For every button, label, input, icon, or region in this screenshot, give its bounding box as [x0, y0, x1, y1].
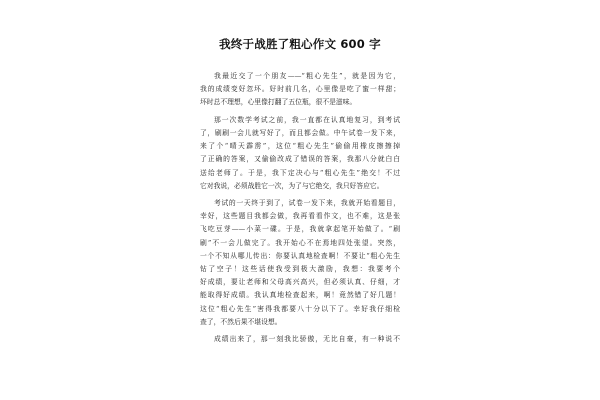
document-title: 我终于战胜了粗心作文 600 字 — [219, 37, 381, 51]
paragraph-line: 了正确的答案，又偷偷改成了错误的答案，我那八分就白白 — [200, 155, 400, 164]
paragraph-line: 一个不知从哪儿传出：你要认真地检查啊！不要让“粗心先生 — [200, 251, 400, 260]
paragraph-line: 好成绩，要让老师和父母高兴高兴，但必须认真、仔细，才 — [200, 278, 400, 287]
paragraph-line: 能取得好成绩。我认真地检查起来，啊！竟然错了好几题！ — [200, 291, 400, 300]
paragraph-line: 坏时总不理想，心里像打翻了五位瓶，很不是滋味。 — [200, 98, 357, 107]
paragraph-line: 这位“粗心先生”害得我都要八十分以下了。幸好我仔细检 — [200, 304, 400, 313]
paragraph-line: 了，刷刷一会儿就写好了，而且都会做。中午试卷一发下来， — [200, 128, 400, 137]
paragraph-line: 考试的一天终于到了，试卷一发下来，我就开始看题目， — [214, 199, 400, 208]
paragraph-line: 它对我说，必须战胜它一次，为了与它绝交，我只好答应它。 — [200, 181, 384, 190]
paragraph-line: 我的成绩变好忽坏。好时前几名，心里像是吃了蜜一样甜； — [200, 85, 400, 94]
paragraph-line: 来了个“晴天霹雳”，这位“粗心先生”偷偷用橡皮擦擦掉 — [200, 142, 400, 151]
document-body — [200, 70, 400, 346]
paragraph-line: 成绩出来了，那一刻我比骄傲，无比自豪，有一种说不 — [214, 335, 400, 344]
paragraph-line: 刷”不一会儿做完了。我开始心不在焉地四处张望。突然， — [200, 238, 400, 247]
paragraph-line: 我最近交了一个朋友——“粗心先生”，就是因为它， — [214, 72, 400, 80]
paragraph-line: 那一次数学考试之前，我一直都在认真地复习，到考试 — [214, 115, 400, 124]
paragraph-line: 幸好，这些题目我都会做，我再看看作文，也不难，这是张 — [200, 212, 400, 221]
paragraph-line: 飞吃豆芽——小菜一碟。于是，我就拿起笔开始做了。“刷 — [200, 225, 400, 234]
paragraph-line: 查了，不然后果不堪设想。 — [200, 317, 282, 326]
paragraph-line: 送给老师了。于是，我下定决心与“粗心先生”绝交！不过 — [200, 168, 400, 177]
paragraph-line: 钻了空子！这些话使我受到极大激励，我想：我要考个 — [200, 265, 400, 273]
